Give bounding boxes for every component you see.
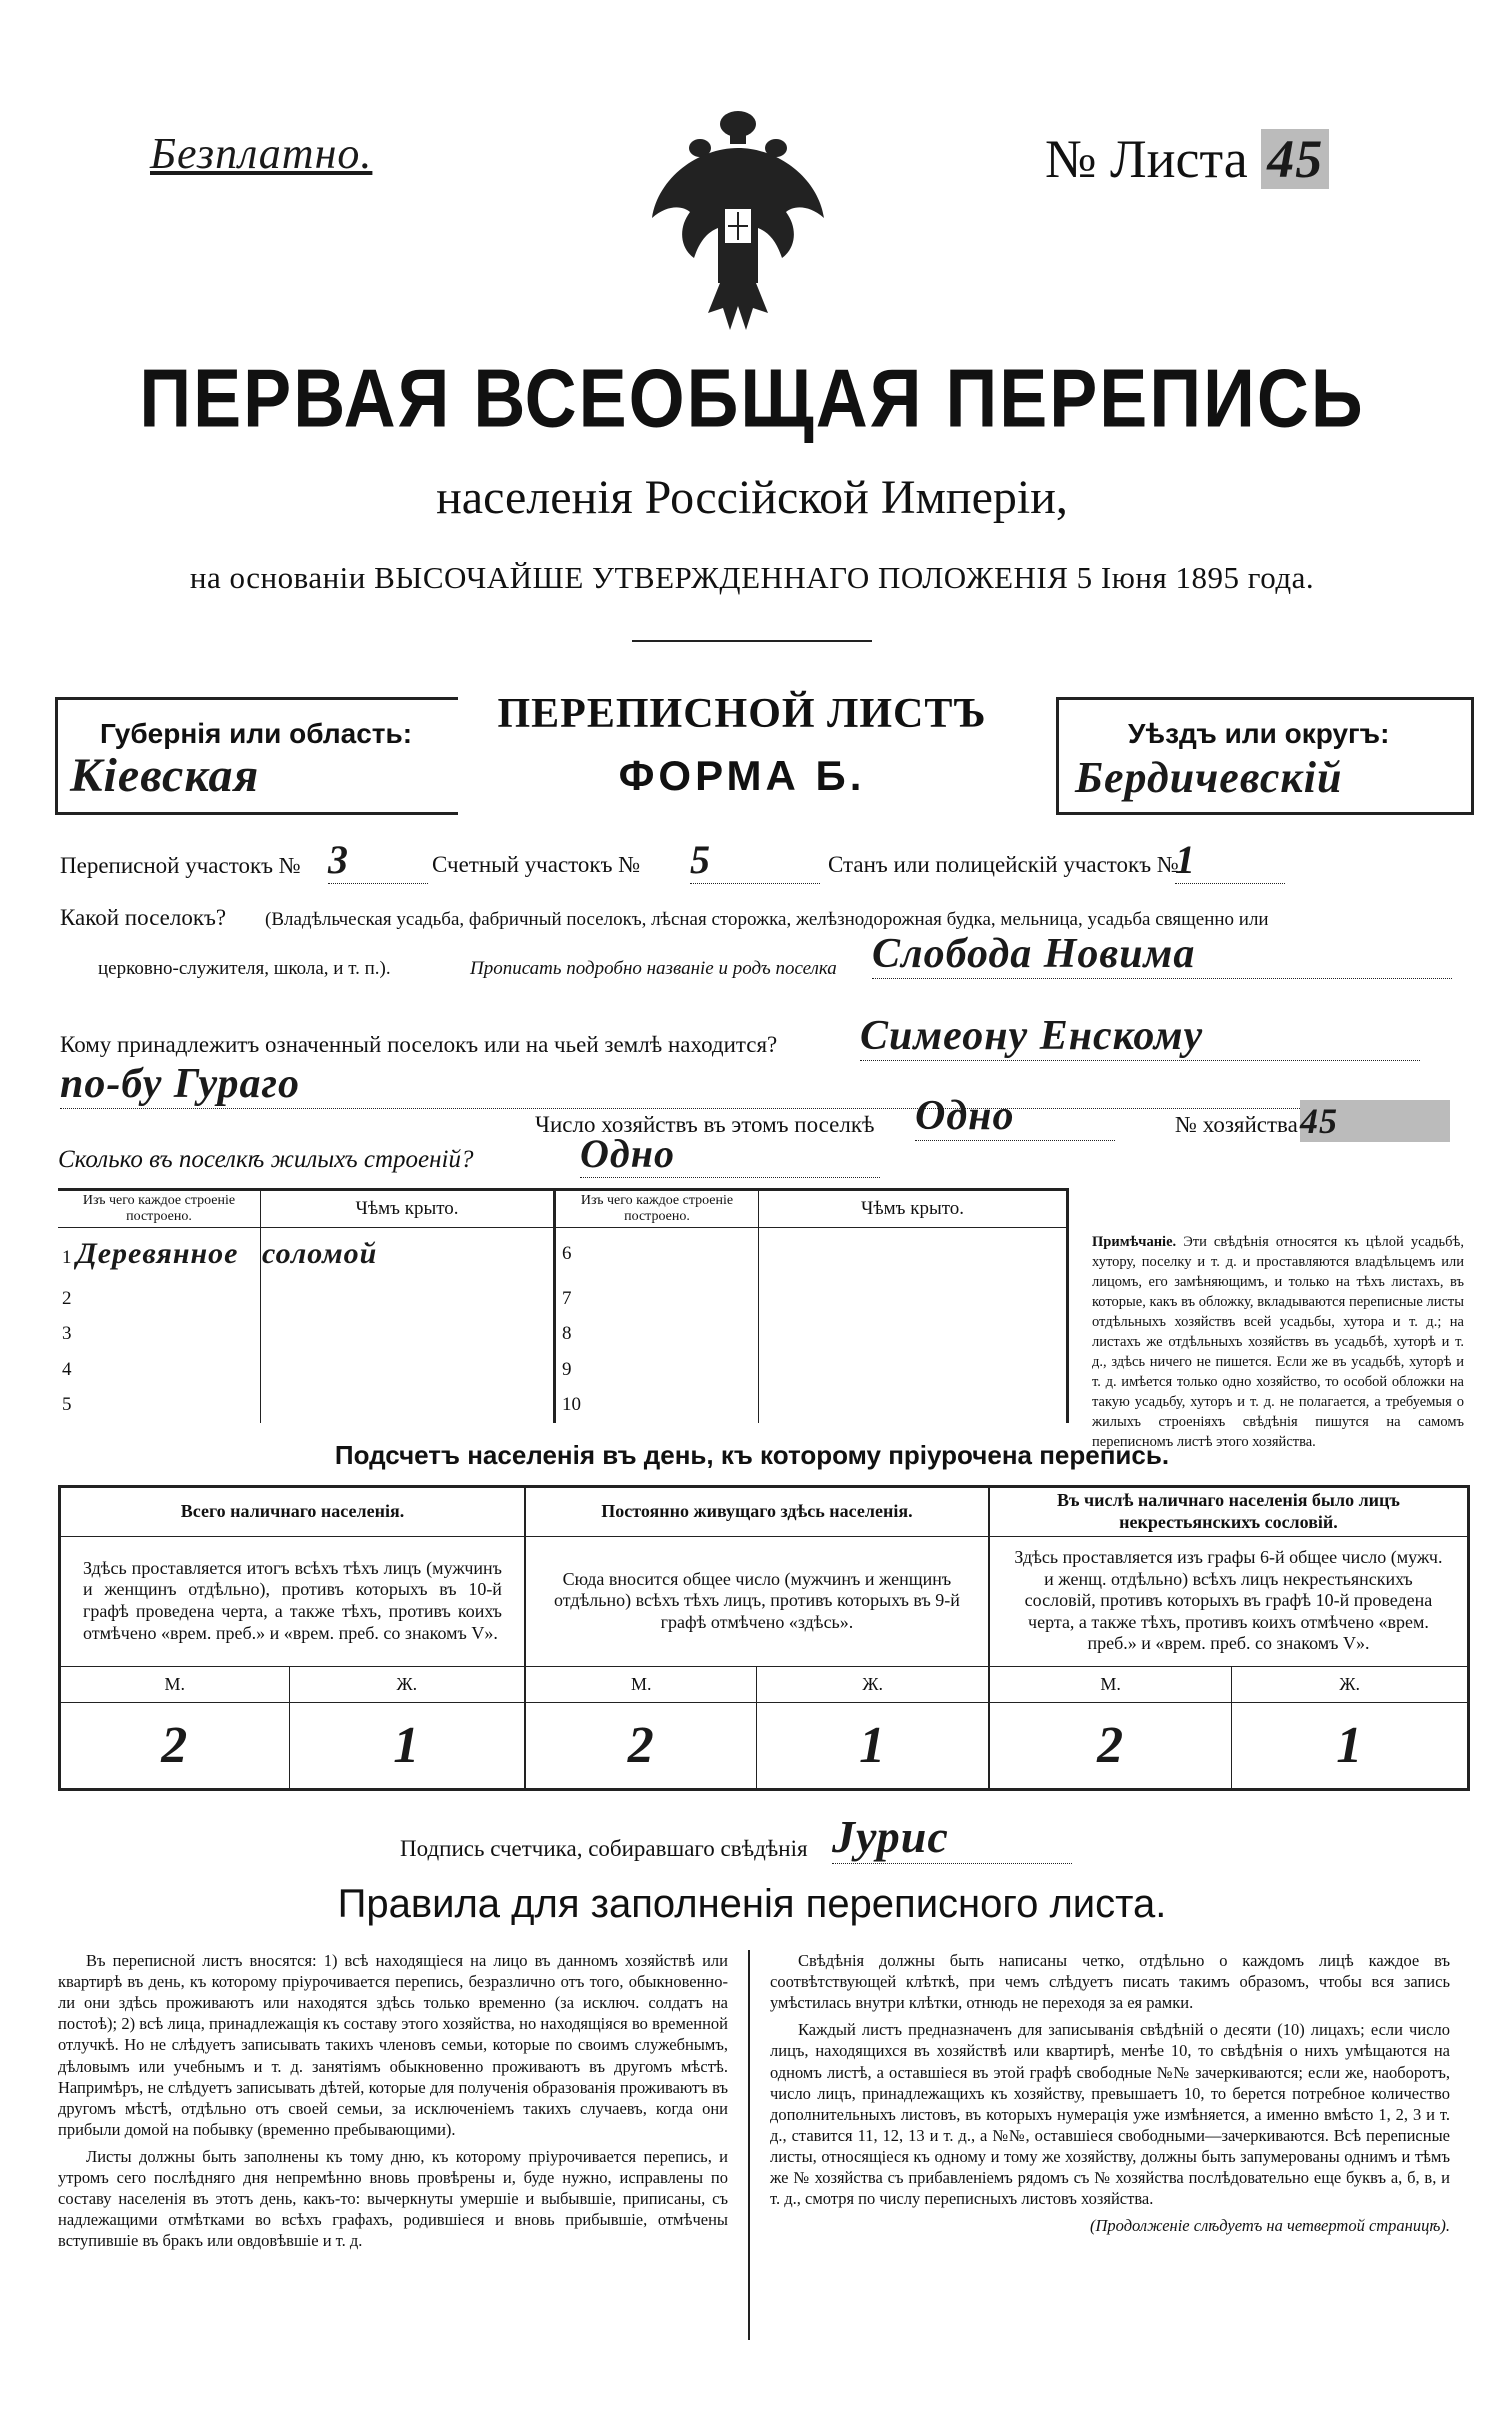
rules-paragraph: Свѣдѣнія должны быть написаны четко, отдѣльно о каждомъ лицѣ каждое въ соотвѣтствующей клѣткѣ, при чемъ слѣдуетъ писать такимъ образомъ, чтобы вся запись умѣстилась внутри клѣтки, отнюдь не переходя за ея рамки. [770,1951,1450,2013]
title-divider [632,640,872,642]
row-number: 5 [58,1387,261,1423]
households-label: Число хозяйствъ въ этомъ поселкѣ [535,1112,875,1137]
rules-paragraph: Каждый листъ предназначенъ для записыванія свѣдѣній о десяти (10) лицахъ; если число лицъ, находящихся въ хозяйствѣ или квартирѣ, менѣе 10, то свѣдѣнія о нихъ умѣщаются на одномъ листѣ, а оставшіеся въ этой графѣ свободные №№ зачеркиваются; если же, наоборотъ, число лицъ, принадлежащихъ къ хозяйству, превышаетъ 10, то берется потребное количество дополнительныхъ листовъ, въ которыхъ нумерація уже измѣняется, а именно вмѣсто 1, 2, 3 и т. д., ставится 11, 12, 13 и т. д., а №№, оставшіеся свободными—зачеркиваются. Всѣ переписные листы, относящіеся къ одному и тому же хозяйству, должны быть запумерованы однимъ и тѣмъ же № хозяйства съ прибавленіемъ рядомъ съ № хозяйства послѣдовательно еще буквъ а, б, в, и т. д., смотря по числу переписныхъ листовъ хозяйства. [770,2020,1450,2209]
permanent-female-value: 1 [757,1702,989,1788]
female-header: Ж. [1232,1666,1467,1702]
roof-value: соломой [262,1237,378,1271]
counting-district-label: Счетный участокъ № [432,852,641,877]
owner-value-1: Симеону Енскому [860,1012,1420,1061]
row-number: 4 [58,1352,261,1388]
rules-title: Правила для заполненія переписного листа. [337,1882,1167,1926]
stan-value: 1 [1175,836,1285,884]
col-roof-header: Чѣмъ крыто. [759,1191,1067,1227]
table-row [58,1387,1066,1423]
note-text: Эти свѣдѣнія относятся къ цѣлой усадьбѣ, хутору, поселку и т. д. и проставляются владѣльцемъ или лицомъ, его замѣняющимъ, и только на тѣхъ листахъ, въ которые, какъ въ обложку, вкладываются переписные листы отдѣльныхъ хозяйствъ всей усадьбы, хутора и т. д.; на листахъ же отдѣльныхъ хозяйствъ въ усадьбѣ, хуторѣ и т. д., здѣсь ничего не пишется. Если же въ усадьбѣ, хуторѣ и т. д. имѣется только одно хозяйство, то особой обложки на такую усадьбу, хуторъ и т. д. не полагается, а требуемыя о жилыхъ строеніяхъ свѣдѣнія пишутся на самомъ переписномъ листѣ этого хозяйства. [1092,1234,1465,1450]
row-number: 8 [555,1316,759,1352]
owner-label: Кому принадлежитъ означенный поселокъ или на чьей землѣ находится? [60,1032,778,1057]
household-no-label: № хозяйства [1175,1112,1298,1137]
col-material-header: Изъ чего каждое строеніе построено. [555,1191,759,1227]
coat-of-arms-emblem [638,108,838,338]
settlement-hint-2: церковно-служителя, школа, и т. п.). [98,958,391,979]
population-title: Подсчетъ населенія въ день, къ которому пріурочена перепись. [334,1440,1170,1470]
note-title: Примѣчаніе. [1092,1234,1177,1250]
row-number: 2 [58,1281,261,1317]
row-number: 1 [62,1247,72,1269]
free-label: Безплатно. [150,129,373,178]
note-block [1092,1232,1464,1452]
col1-text: Здѣсь проставляется итогъ всѣхъ тѣхъ лицъ (мужчинъ и женщинъ отдѣльно), противъ которыхъ въ 10-й графѣ проведена черта, а также тѣхъ, противъ коихъ отмѣчено «врем. преб.» и «врем. преб. со знакомъ V». [61,1536,525,1666]
stan-label: Станъ или полицейскій участокъ № [828,852,1179,877]
col-material-header: Изъ чего каждое строеніе построено. [58,1191,261,1227]
row-number: 9 [555,1352,759,1388]
uezd-label: Уѣздъ или округъ: [1128,718,1390,749]
col3-text: Здѣсь проставляется изъ графы 6-й общее число (мужч. и женщ. отдѣльно) всѣхъ лицъ некрестьянскихъ сословій, противъ которыхъ въ графѣ 10-й проведена черта, а также тѣхъ, противъ коихъ отмѣчено «врем. преб.» и «врем. преб. со знакомъ V». [989,1536,1467,1666]
female-header: Ж. [289,1666,525,1702]
male-header: М. [989,1666,1232,1702]
male-header: М. [61,1666,289,1702]
households-value: Одно [915,1092,1115,1141]
rules-left-column [58,1950,728,2258]
signature-label: Подпись счетчика, собиравшаго свѣдѣнія [400,1836,808,1861]
row-number: 7 [555,1281,759,1317]
main-title: ПЕРВАЯ ВСЕОБЩАЯ ПЕРЕПИСЬ [139,353,1365,445]
signature-value: Јурис [832,1810,1072,1864]
rules-paragraph: Листы должны быть заполнены къ тому дню, къ которому пріурочивается перепись, и утромъ сего послѣдняго дня непремѣнно вновь провѣрены и, буде нужно, исправлены по составу населенія въ этотъ день, какъ-то: вычеркнуты умершіе и выбывшіе, приписаны, съ надлежащими отмѣтками во всѣхъ графахъ, родившіеся и вновь прибывшіе, отмѣчены вступившіе въ бракъ или овдовѣвшіе и т. д. [58,2146,728,2251]
rules-paragraph: Въ переписной листъ вносятся: 1) всѣ находящіеся на лицо въ данномъ хозяйствѣ или квартирѣ въ день, къ которому пріурочивается перепись, безразлично отъ того, обыкновенно-ли они здѣсь проживаютъ или находятся здѣсь только временно (за исключ. солдатъ на постоѣ); 2) всѣ лица, принадлежащія къ составу этого хозяйства, но находящіяся во временной отлучкѣ. Но не слѣдуетъ записывать такихъ членовъ семьи, которые по своимъ служебнымъ, дѣловымъ или учебнымъ и т. д. занятіямъ обыкновенно проживаютъ въ другомъ мѣстѣ. Напримѣръ, не слѣдуетъ записывать дѣтей, которые для полученія образованія проживаютъ въ другомъ мѣстѣ, отдѣльно отъ своей семьи, за исключеніемъ такихъ случаевъ, когда они прибыли домой на побывку (временно пребывающими). [58,1951,728,2139]
population-table [58,1485,1470,1791]
settlement-hint: (Владѣльческая усадьба, фабричный поселокъ, лѣсная сторожка, желѣзнодорожная будка, мельница, усадьба священно или [265,909,1269,930]
household-no-value: 45 [1300,1100,1450,1142]
female-header: Ж. [757,1666,989,1702]
row-number: 6 [555,1227,759,1281]
settlement-value: Слобода Новима [872,930,1452,979]
sheet-number-label: № Листа [1045,129,1248,189]
present-female-value: 1 [289,1702,525,1788]
subtitle: населенія Россійской Имперіи, [436,471,1068,524]
table-row [58,1352,1066,1388]
uezd-value: Бердичевскій [1075,753,1343,802]
col2-text: Сюда вносится общее число (мужчинъ и женщинъ отдѣльно) всѣхъ тѣхъ лицъ, противъ которыхъ въ 9-й графѣ отмѣчено «здѣсь». [525,1536,989,1666]
owner-value-2: по-бу Гураго [60,1060,1440,1109]
rules-right-column [770,1950,1450,2242]
material-value: Деревянное [76,1237,239,1271]
sheet-number [1045,128,1329,190]
census-district-label: Переписной участокъ № [60,853,301,878]
male-header: М. [525,1666,757,1702]
col3-header: Въ числѣ наличнаго населенія было лицъ некрестьянскихъ сословій. [989,1488,1467,1536]
col1-header: Всего наличнаго населенія. [61,1488,525,1536]
permanent-male-value: 2 [525,1702,757,1788]
buildings-value: Одно [580,1130,880,1178]
sheet-title: ПЕРЕПИСНОЙ ЛИСТЪ [497,691,987,737]
settlement-label: Какой поселокъ? [60,905,227,930]
sheet-number-value: 45 [1261,129,1329,189]
col-roof-header: Чѣмъ крыто. [261,1191,555,1227]
row-number: 3 [58,1316,261,1352]
table-row [58,1281,1066,1317]
buildings-table [58,1188,1069,1423]
census-district-value: 3 [328,836,428,884]
settlement-hint-3: Прописать подробно названіе и родъ поселка [470,958,837,979]
rules-divider [748,1950,750,2340]
gubernia-label: Губернія или область: [100,718,413,749]
nonpeasant-female-value: 1 [1336,1716,1364,1774]
counting-district-value: 5 [690,836,820,884]
form-title: ФОРМА Б. [618,752,866,799]
gubernia-value: Кіевская [70,749,260,802]
present-male-value: 2 [61,1702,289,1788]
rules-continued: (Продолженіе слѣдуетъ на четвертой страницѣ). [1090,2216,1450,2236]
col2-header: Постоянно живущаго здѣсь населенія. [525,1488,989,1536]
buildings-label: Сколько въ поселкѣ жилыхъ строеній? [58,1146,474,1173]
table-row [58,1227,1066,1281]
nonpeasant-male-value: 2 [989,1702,1232,1788]
table-row [58,1316,1066,1352]
basis-line: на основаніи ВЫСОЧАЙШЕ УТВЕРЖДЕННАГО ПОЛОЖЕНІЯ 5 Іюня 1895 года. [189,560,1315,595]
row-number: 10 [555,1387,759,1423]
